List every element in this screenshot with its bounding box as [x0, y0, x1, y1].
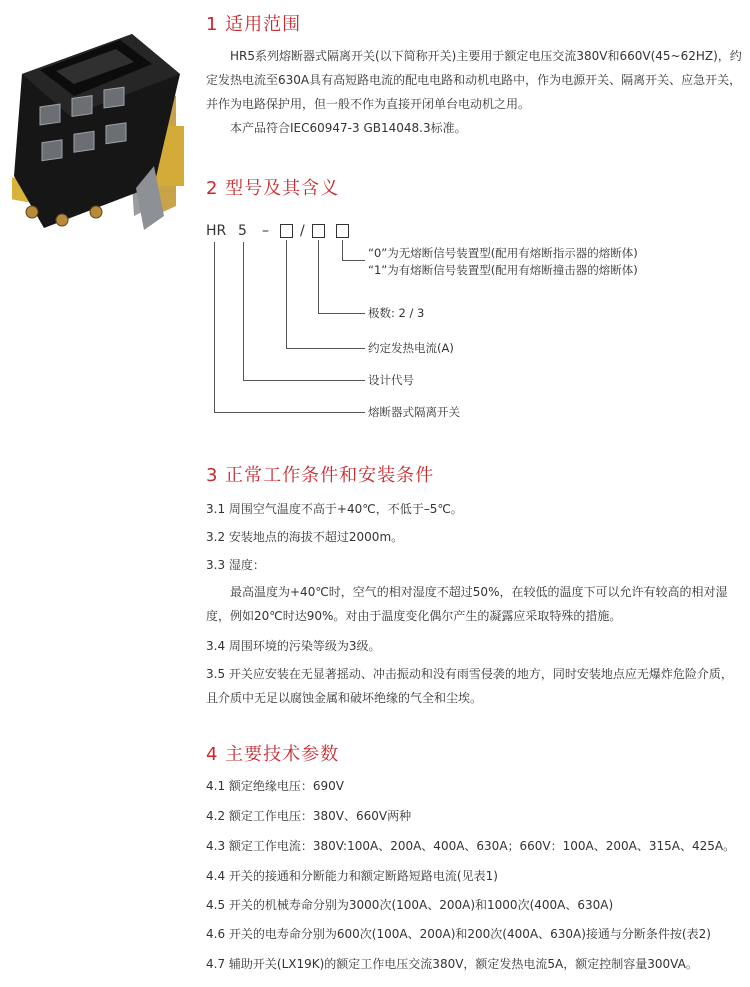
param-4-4: 4.4 开关的接通和分断能力和额定断路短路电流(见表1) — [206, 869, 498, 883]
label-type: 熔断器式隔离开关 — [368, 405, 460, 419]
condition-3-2: 3.2 安装地点的海拔不超过2000m。 — [206, 530, 404, 544]
param-4-3: 4.3 额定工作电流：380V:100A、200A、400A、630A；660V：100A、200A、315A、425A。 — [206, 839, 736, 853]
code-box-poles — [312, 224, 325, 238]
label-signal-0: “0”为无熔断信号装置型(配用有熔断指示器的熔断体) — [368, 246, 638, 260]
label-signal-1: “1”为有熔断信号装置型(配用有熔断撞击器的熔断体) — [368, 263, 638, 277]
code-design-number: 5 — [238, 223, 247, 239]
label-current: 约定发热电流(A) — [368, 341, 454, 355]
param-4-7: 4.7 辅助开关(LX19K)的额定工作电压交流380V，额定发热电流5A，额定控制容量300VA。 — [206, 957, 698, 971]
code-dash: – — [262, 223, 269, 239]
label-design: 设计代号 — [368, 373, 414, 387]
condition-3-3: 3.3 湿度： — [206, 558, 265, 572]
param-4-2: 4.2 额定工作电压：380V、660V两种 — [206, 809, 412, 823]
condition-3-3-detail: 最高温度为+40℃时，空气的相对湿度不超过50%，在较低的温度下可以允许有较高的相对湿度，例如20℃时达90%。对由于温度变化偶尔产生的凝露应采取特殊的措施。 — [206, 585, 728, 623]
section-1-paragraph: HR5系列熔断器式隔离开关(以下简称开关)主要用于额定电压交流380V和660V(45~62HZ)，约定发热电流至630A具有高短路电流的配电电路和动机电路中，作为电源开关、隔离开关、应急开关，并作为电路保护用，但一般不作为直接开闭单台电动机之用。 — [206, 49, 742, 111]
code-box-current — [280, 224, 293, 238]
param-4-6: 4.6 开关的电寿命分别为600次(100A、200A)和200次(400A、630A)接通与分断条件按(表2) — [206, 927, 711, 941]
section-1-title: 1 适用范围 — [206, 14, 302, 35]
param-4-1: 4.1 额定绝缘电压：690V — [206, 779, 345, 793]
connector-type — [214, 242, 365, 413]
label-poles: 极数: 2 / 3 — [368, 306, 425, 320]
param-4-5: 4.5 开关的机械寿命分别为3000次(100A、200A)和1000次(400A、630A) — [206, 898, 614, 912]
section-2-title: 2 型号及其含义 — [206, 178, 340, 199]
code-slash: / — [300, 223, 305, 239]
condition-3-1: 3.1 周围空气温度不高于+40℃，不低于–5℃。 — [206, 502, 463, 516]
section-3-title: 3 正常工作条件和安装条件 — [206, 465, 435, 486]
product-image — [4, 16, 194, 238]
section-1-standard: 本产品符合IEC60947-3 GB14048.3标准。 — [230, 121, 467, 135]
condition-3-4: 3.4 周围环境的污染等级为3级。 — [206, 639, 381, 653]
code-box-signal — [336, 224, 349, 238]
condition-3-5: 3.5 开关应安装在无显著摇动、冲击振动和没有雨雪侵袭的地方，同时安装地点应无爆炸危险介质，且介质中无足以腐蚀金属和破坏绝缘的气全和尘埃。 — [206, 667, 733, 705]
section-4-title: 4 主要技术参数 — [206, 744, 340, 765]
code-hr: HR — [206, 223, 227, 239]
